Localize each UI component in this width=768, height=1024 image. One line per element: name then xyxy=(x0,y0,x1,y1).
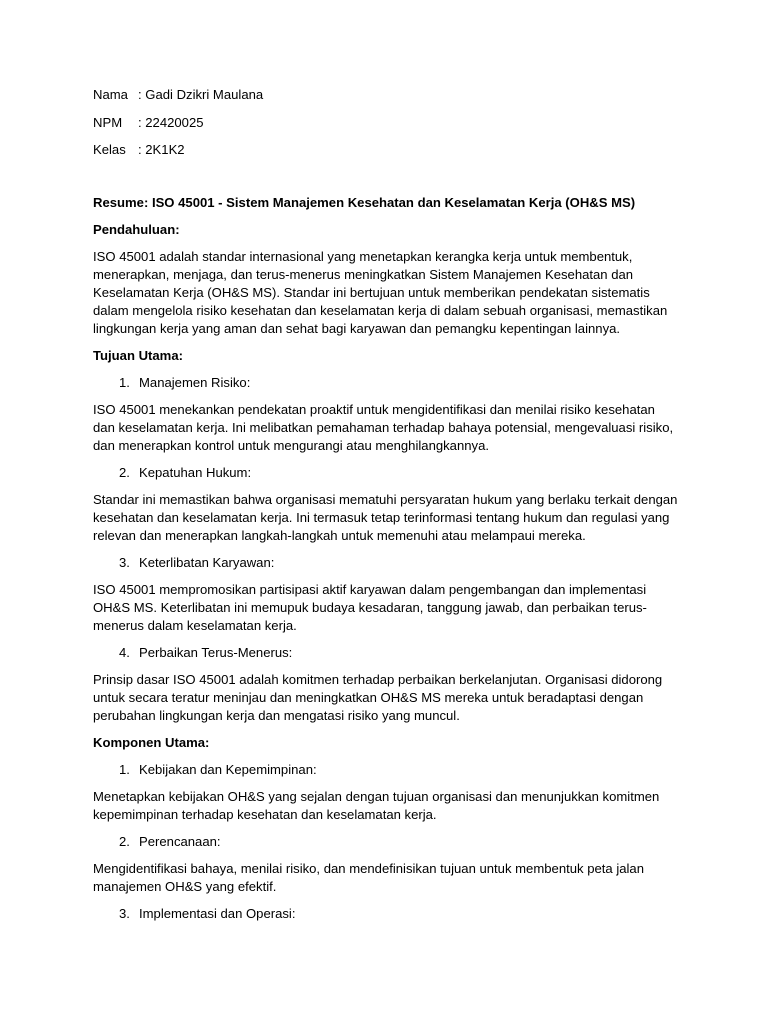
paragraph-line: kesehatan dan keselamatan kerja. Ini termasuk tetap terinformasi tentang hukum dan regulasi yang xyxy=(93,509,670,525)
paragraph-line: dan keselamatan kerja. Ini melibatkan pemahaman terhadap bahaya potensial, mengevaluasi risiko, xyxy=(93,419,674,435)
paragraph-line: kepemimpinan terhadap kesehatan dan keselamatan kerja. xyxy=(93,806,437,822)
npm-value: : 22420025 xyxy=(138,114,204,130)
kelas-row xyxy=(93,141,683,159)
paragraph-line: menerus dalam keselamatan kerja. xyxy=(93,617,297,633)
item-paragraph xyxy=(93,860,683,896)
list-number: 1. xyxy=(119,374,130,390)
nama-value: : Gadi Dzikri Maulana xyxy=(138,87,264,102)
tujuan-heading: Tujuan Utama: xyxy=(93,347,183,363)
list-item xyxy=(93,761,683,779)
paragraph-line: Prinsip dasar ISO 45001 adalah komitmen terhadap perbaikan berkelanjutan. Organisasi didorong xyxy=(93,671,663,687)
item-paragraph xyxy=(93,788,683,824)
paragraph-line: OH&S MS. Keterlibatan ini memupuk budaya kesadaran, tanggung jawab, dan perbaikan terus- xyxy=(93,599,647,615)
nama-label: Nama xyxy=(93,87,128,102)
item-paragraph xyxy=(93,491,683,545)
list-item xyxy=(93,554,683,572)
paragraph-line: Menetapkan kebijakan OH&S yang sejalan dengan tujuan organisasi dan menunjukkan komitmen xyxy=(93,788,660,804)
document-page xyxy=(93,86,683,932)
kelas-label: Kelas xyxy=(93,142,126,157)
paragraph-line: Keselamatan Kerja (OH&S MS). Standar ini bertujuan untuk memberikan pendekatan sistematis xyxy=(93,284,650,300)
paragraph-line: dalam mengelola risiko kesehatan dan keselamatan kerja di dalam sebuah organisasi, memastikan xyxy=(93,302,668,318)
list-number: 4. xyxy=(119,644,130,660)
paragraph-line: dan menerapkan kontrol untuk mengurangi atau menghilangkannya. xyxy=(93,437,489,453)
paragraph-line: Standar ini memastikan bahwa organisasi mematuhi persyaratan hukum yang berlaku terkait dengan xyxy=(93,491,678,507)
list-number: 1. xyxy=(119,761,130,777)
list-item-label: Keterlibatan Karyawan: xyxy=(139,554,275,570)
list-number: 3. xyxy=(119,905,130,921)
list-item xyxy=(93,905,683,923)
nama-row xyxy=(93,86,683,104)
document-title: Resume: ISO 45001 - Sistem Manajemen Kesehatan dan Keselamatan Kerja (OH&S MS) xyxy=(93,194,636,210)
paragraph-line: menerapkan, menjaga, dan terus-menerus meningkatkan Sistem Manajemen Kesehatan dan xyxy=(93,266,634,282)
pendahuluan-paragraph xyxy=(93,248,683,338)
list-number: 3. xyxy=(119,554,130,570)
npm-row xyxy=(93,114,683,132)
paragraph-line: lingkungan kerja yang aman dan sehat bagi karyawan dan pemangku kepentingan lainnya. xyxy=(93,320,621,336)
paragraph-line: ISO 45001 adalah standar internasional yang menetapkan kerangka kerja untuk membentuk, xyxy=(93,248,633,264)
paragraph-line: perubahan lingkungan kerja dan mengatasi risiko yang muncul. xyxy=(93,707,460,723)
paragraph-line: untuk secara teratur meninjau dan meningkatkan OH&S MS mereka untuk beradaptasi dengan xyxy=(93,689,644,705)
list-item-label: Kepatuhan Hukum: xyxy=(139,464,252,480)
item-paragraph xyxy=(93,671,683,725)
list-item-label: Manajemen Risiko: xyxy=(139,374,251,390)
npm-label: NPM xyxy=(93,114,123,130)
paragraph-line: ISO 45001 mempromosikan partisipasi aktif karyawan dalam pengembangan dan implementasi xyxy=(93,581,647,597)
list-item-label: Perencanaan: xyxy=(139,833,221,849)
list-item xyxy=(93,644,683,662)
list-item-label: Perbaikan Terus-Menerus: xyxy=(139,644,293,660)
list-item-label: Kebijakan dan Kepemimpinan: xyxy=(139,761,317,777)
list-item xyxy=(93,374,683,392)
item-paragraph xyxy=(93,581,683,635)
paragraph-line: Mengidentifikasi bahaya, menilai risiko, dan mendefinisikan tujuan untuk membentuk peta jalan xyxy=(93,860,644,876)
list-number: 2. xyxy=(119,833,130,849)
kelas-value: : 2K1K2 xyxy=(138,142,185,157)
list-item xyxy=(93,464,683,482)
paragraph-line: manajemen OH&S yang efektif. xyxy=(93,878,277,894)
paragraph-line: ISO 45001 menekankan pendekatan proaktif untuk mengidentifikasi dan menilai risiko kesehatan xyxy=(93,401,655,417)
pendahuluan-heading: Pendahuluan: xyxy=(93,221,180,237)
paragraph-line: relevan dan menerapkan langkah-langkah untuk memenuhi atau melampaui mereka. xyxy=(93,527,586,543)
list-item xyxy=(93,833,683,851)
list-number: 2. xyxy=(119,464,130,480)
komponen-heading: Komponen Utama: xyxy=(93,734,210,750)
item-paragraph xyxy=(93,401,683,455)
list-item-label: Implementasi dan Operasi: xyxy=(139,905,296,921)
